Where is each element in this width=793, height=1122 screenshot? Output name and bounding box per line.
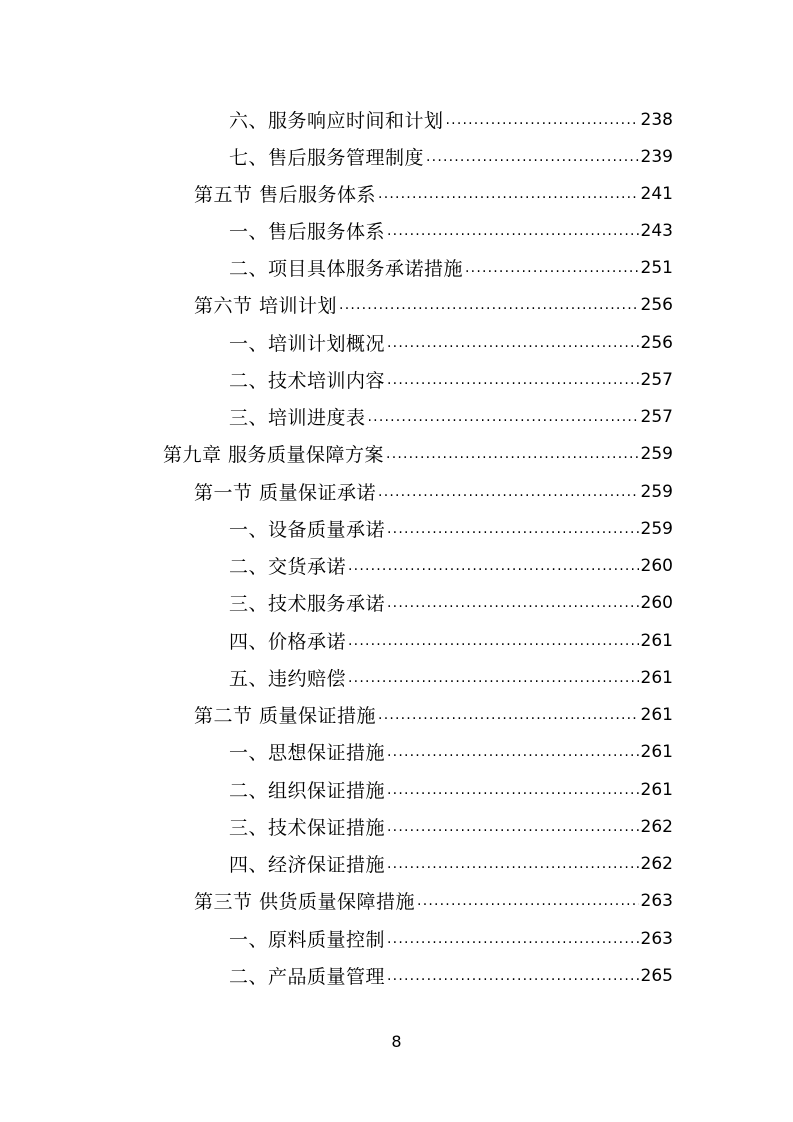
toc-entry[interactable] [229,138,673,175]
toc-entry-title: 第五节 售后服务体系 [194,184,377,206]
toc-leader-dots [465,260,639,286]
toc-entry-page: 261 [640,704,673,725]
toc-entry-title: 三、技术服务承诺 [229,593,386,615]
toc-entry[interactable] [229,212,673,249]
toc-entry-title: 二、交货承诺 [229,556,347,578]
toc-entry[interactable] [229,957,673,994]
toc-leader-dots [387,782,639,808]
toc-entry[interactable] [229,659,673,696]
toc-leader-dots [387,223,639,249]
toc-leader-dots [387,372,639,398]
toc-entry-title: 第六节 培训计划 [194,295,338,317]
toc-entry-title: 第三节 供货质量保障措施 [194,891,416,913]
toc-entry-page: 259 [640,481,673,502]
toc-entry-page: 262 [640,853,673,874]
page-number: 8 [391,1032,402,1051]
toc-entry[interactable] [229,584,673,621]
toc-entry-title: 二、技术培训内容 [229,370,386,392]
toc-entry-page: 257 [640,406,673,427]
toc-entry-page: 261 [640,741,673,762]
toc-entry[interactable] [229,771,673,808]
toc-entry-title: 一、设备质量承诺 [229,519,386,541]
toc-entry[interactable] [229,733,673,770]
toc-entry-title: 一、培训计划概况 [229,333,386,355]
toc-entry[interactable] [229,920,673,957]
toc-entry-title: 一、售后服务体系 [229,221,386,243]
toc-entry-page: 261 [640,667,673,688]
toc-entry[interactable] [229,101,673,138]
toc-entry[interactable] [194,473,673,510]
toc-entry-page: 241 [640,183,673,204]
toc-entry-title: 五、违约赔偿 [229,668,347,690]
toc-entry-page: 261 [640,779,673,800]
toc-entry-page: 239 [640,146,673,167]
toc-entry-title: 第一节 质量保证承诺 [194,482,377,504]
toc-entry[interactable] [163,435,673,472]
toc-leader-dots [387,968,639,994]
toc-leader-dots [348,670,639,696]
toc-entry[interactable] [194,175,673,212]
toc-leader-dots [387,595,639,621]
toc-entry-page: 263 [640,928,673,949]
toc-leader-dots [446,112,639,138]
toc-entry-page: 260 [640,555,673,576]
toc-entry[interactable] [194,286,673,323]
toc-entry[interactable] [229,845,673,882]
toc-leader-dots [387,931,639,957]
toc-entry[interactable] [229,324,673,361]
toc-leader-dots [417,893,639,919]
toc-entry[interactable] [229,249,673,286]
toc-entry-title: 一、原料质量控制 [229,929,386,951]
toc-leader-dots [426,149,639,175]
toc-entry[interactable] [229,398,673,435]
toc-entry-page: 251 [640,257,673,278]
toc-entry-page: 256 [640,332,673,353]
toc-entry-page: 265 [640,965,673,986]
toc-entry-page: 263 [640,890,673,911]
toc-entry[interactable] [194,882,673,919]
toc-entry[interactable] [229,510,673,547]
toc-leader-dots [387,819,639,845]
toc-leader-dots [387,856,639,882]
toc-entry-title: 四、价格承诺 [229,631,347,653]
toc-entry-title: 三、培训进度表 [229,407,366,429]
toc-leader-dots [339,297,639,323]
toc-entry[interactable] [229,547,673,584]
toc-entry-title: 四、经济保证措施 [229,854,386,876]
toc-entry-page: 259 [640,518,673,539]
toc-leader-dots [378,707,639,733]
toc-entry-title: 二、组织保证措施 [229,780,386,802]
toc-entry-page: 257 [640,369,673,390]
toc-leader-dots [387,744,639,770]
toc-entry-page: 238 [640,109,673,130]
toc-entry-page: 262 [640,816,673,837]
toc-entry[interactable] [194,696,673,733]
toc-leader-dots [348,558,639,584]
toc-leader-dots [386,446,639,472]
toc-leader-dots [378,186,639,212]
toc-entry-page: 256 [640,294,673,315]
toc-leader-dots [378,484,639,510]
toc-entry[interactable] [229,622,673,659]
toc-entry-title: 三、技术保证措施 [229,817,386,839]
toc-entry-title: 二、项目具体服务承诺措施 [229,258,464,280]
toc-entry[interactable] [229,808,673,845]
toc-entry-title: 第九章 服务质量保障方案 [163,444,385,466]
toc-leader-dots [387,335,639,361]
toc-leader-dots [368,409,639,435]
toc-entry-title: 七、售后服务管理制度 [229,147,425,169]
toc-entry-title: 第二节 质量保证措施 [194,705,377,727]
toc-leader-dots [387,521,639,547]
toc-entry-title: 一、思想保证措施 [229,742,386,764]
toc-entry-page: 259 [640,443,673,464]
toc-entry[interactable] [229,361,673,398]
toc-leader-dots [348,633,639,659]
toc-entry-title: 六、服务响应时间和计划 [229,110,444,132]
toc-entry-title: 二、产品质量管理 [229,966,386,988]
toc-entry-page: 261 [640,630,673,651]
toc-entry-page: 260 [640,592,673,613]
toc-entry-page: 243 [640,220,673,241]
